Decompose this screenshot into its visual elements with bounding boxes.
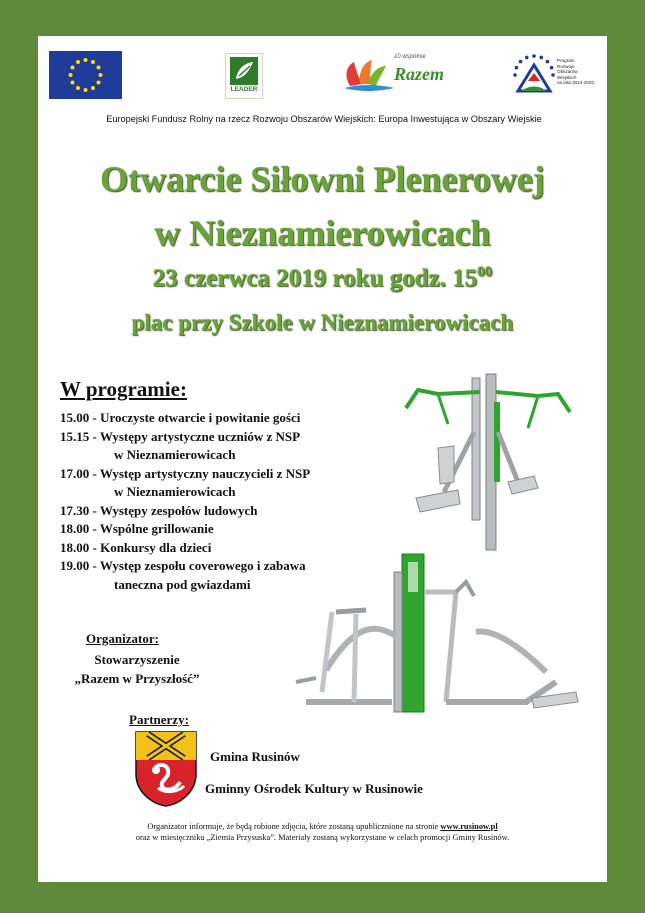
prow-text [557,58,594,86]
programme-heading: W programie: [60,377,187,401]
photo-notice-line-1 [48,821,597,832]
eu-star-icon [99,73,103,77]
photo-notice-text: Organizator informuje, że będą robione zdjęcia, które zostaną upublicznione na stronie [147,822,441,831]
eu-star-icon [91,60,95,64]
title-line-2: w Nieznamierowicach [154,213,491,253]
prow-star-icon [515,66,519,70]
eu-star-icon [71,66,75,70]
elliptical-machine-icon [296,552,586,722]
event-date [38,264,607,293]
eu-star-icon [84,88,88,92]
programme-item: 15.15 - Występy artystyczne uczniów z NSP [60,428,301,444]
title-line-1: Otwarcie Siłowni Plenerowej [100,159,545,199]
eu-star-icon [69,73,73,77]
programme-item: 15.00 - Uroczyste otwarcie i powitanie gości [60,410,301,425]
organizer-name [62,650,212,688]
prow-line: Wiejskich [557,74,577,80]
leader-logo [225,53,263,99]
razem-script-text: Razem [394,64,445,84]
chest-press-machine-icon [398,372,588,552]
photo-notice [48,821,597,843]
eu-star-icon [71,81,75,85]
programme-item-continuation: w Nieznamierowicach [114,484,236,499]
prow-star-icon [513,73,517,77]
coat-of-arms-icon [134,730,198,808]
prow-star-icon [519,60,523,64]
partners-label: Partnerzy: [129,712,189,727]
programme-item: 19.00 - Występ zespołu coverowego i zabawa [60,558,306,573]
razem-small-text: 10 wspólnie [394,54,426,60]
organizer-name-line-2: „Razem w Przyszłość” [74,671,200,686]
prow-line: Rozwoju [557,63,575,69]
programme-item: 17.30 - Występy zespołów ludowych [60,502,258,518]
eu-flag-icon [49,51,122,99]
prow-star-icon [539,56,543,60]
photo-notice-line-2: oraz w miesięczniku „Ziemia Przysuska”. Materiały zostaną wykorzystane w celach promocji Gminy Rusinów. [135,833,510,842]
programme-item: 18.00 - Konkursy dla dzieci [60,539,212,555]
organizer-label: Organizator: [86,631,159,646]
event-date-minutes: 00 [477,264,493,280]
prow-line: na lata 2014-2020 [557,80,595,86]
leader-text: LEADER [230,86,258,93]
prow-star-icon [550,66,554,70]
prow-logo-icon [512,51,556,97]
event-date-main: 23 czerwca 2019 roku godz. 15 [152,265,478,292]
razem-hands-icon [340,56,398,94]
prow-star-icon [532,54,536,58]
eu-star-icon [96,81,100,85]
prow-line: Obszarów [557,69,578,75]
event-place: plac przy Szkole w Nieznamierowicach [131,310,514,335]
eu-star-icon [84,58,88,62]
partner-gok: Gminny Ośrodek Kultury w Rusinowie [205,781,423,796]
leader-leaf-icon [230,57,258,85]
fund-line: Europejski Fundusz Rolny na rzecz Rozwoju Obszarów Wiejskich: Europa Inwestująca w Obszary Wiejskie [106,114,542,124]
website-link[interactable]: www.rusinow.pl [440,822,498,831]
prow-star-icon [551,73,555,77]
partner-gmina: Gmina Rusinów [210,749,300,764]
prow-star-icon [546,60,550,64]
programme-item: 17.00 - Występ artystyczny nauczycieli z NSP [60,465,311,481]
programme-item-continuation: w Nieznamierowicach [114,447,236,462]
eu-star-icon [76,60,80,64]
eu-star-icon [76,86,80,90]
prow-line: Program [557,58,575,63]
poster [38,36,607,882]
programme-item-continuation: taneczna pod gwiazdami [114,576,251,592]
organizer-name-line-1: Stowarzyszenie [94,652,180,667]
prow-star-icon [525,56,529,60]
eu-star-icon [91,86,95,90]
eu-star-icon [96,66,100,70]
programme-item: 18.00 - Wspólne grillowanie [60,521,214,536]
